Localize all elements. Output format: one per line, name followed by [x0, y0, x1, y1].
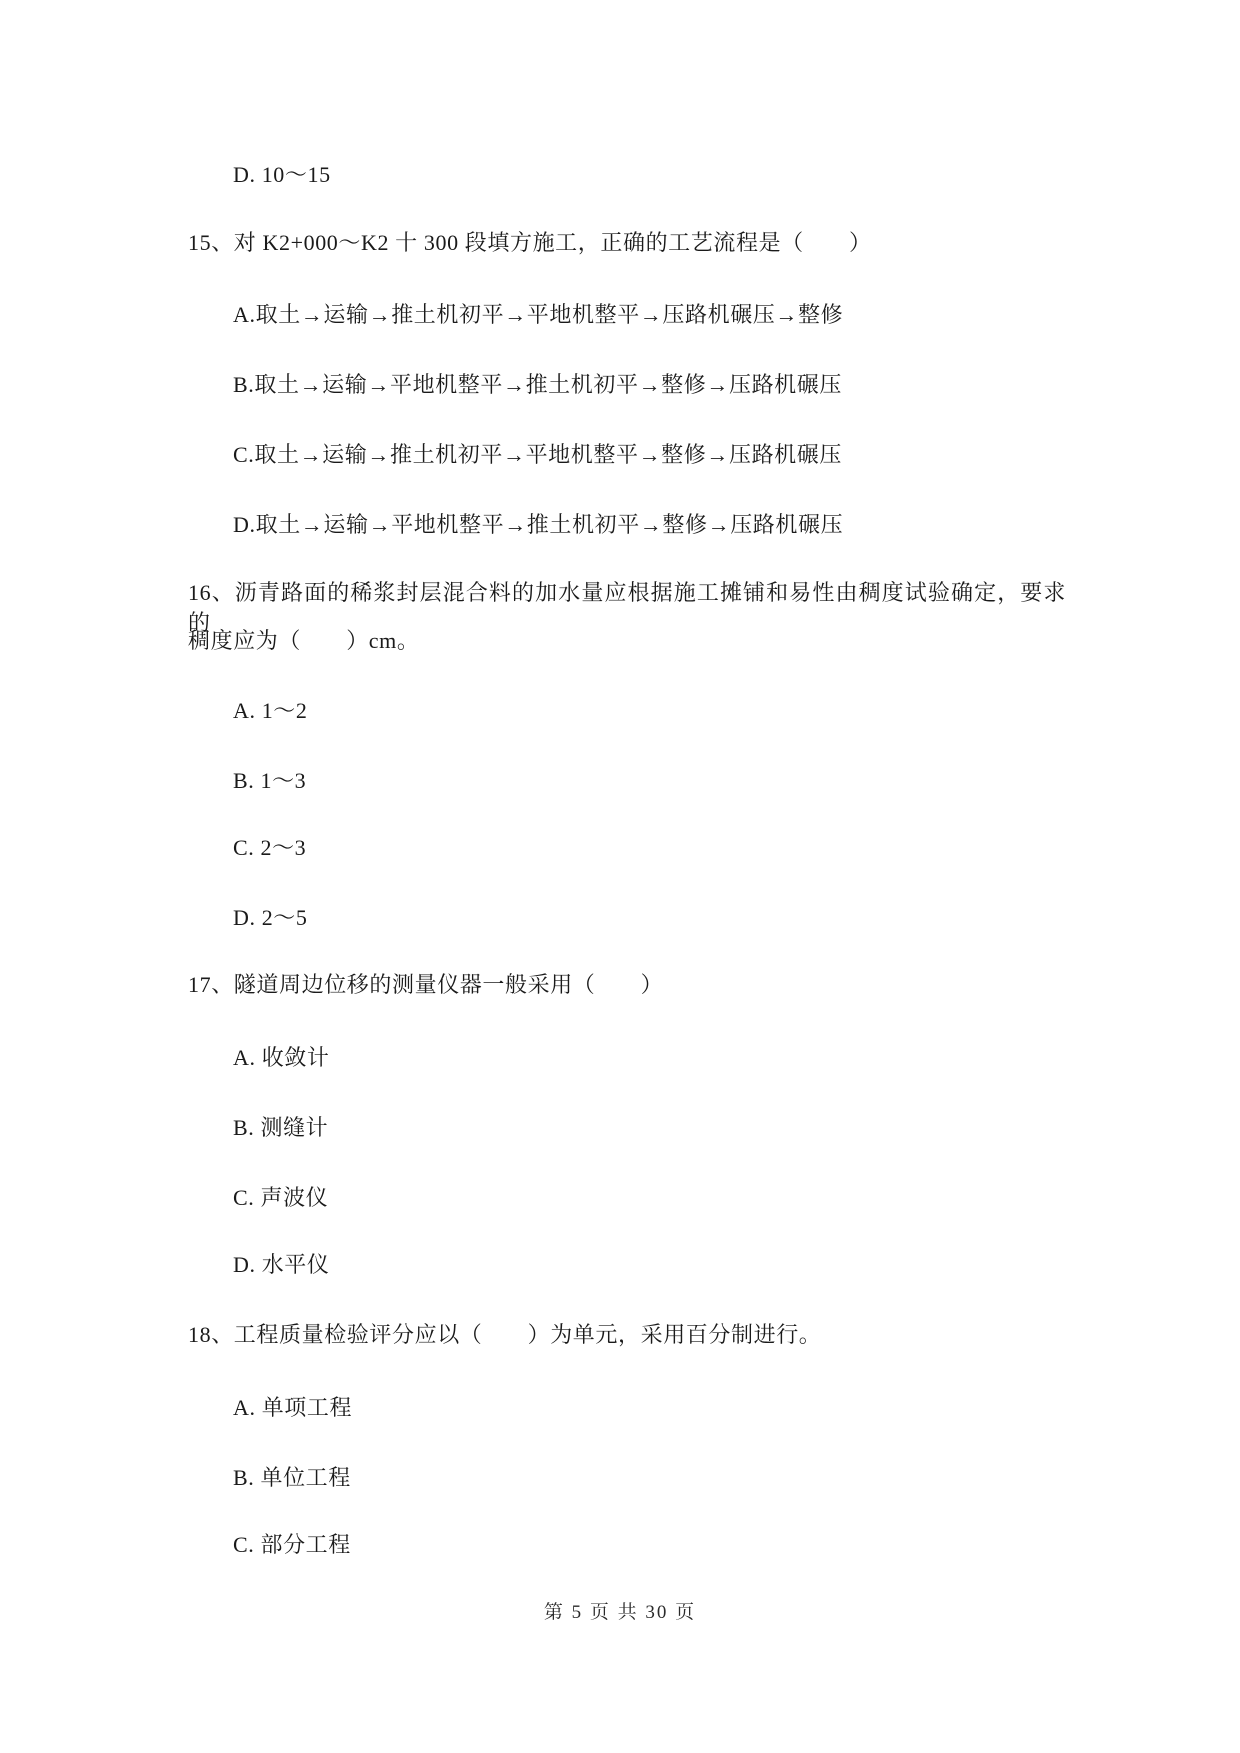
question-18-option-c: C. 部分工程 [233, 1532, 351, 1557]
question-16-option-c: C. 2～3 [233, 835, 307, 860]
question-17-option-d: D. 水平仪 [233, 1252, 330, 1277]
question-16-text-line-2: 稠度应为（ ）cm。 [188, 628, 420, 653]
question-16-text-line-1: 16、沥青路面的稀浆封层混合料的加水量应根据施工摊铺和易性由稠度试验确定，要求的 [188, 580, 1066, 635]
question-17-option-c: C. 声波仪 [233, 1185, 329, 1210]
question-15-option-d: D.取土→运输→平地机整平→推土机初平→整修→压路机碾压 [233, 512, 844, 537]
question-16-option-b: B. 1～3 [233, 768, 307, 793]
question-17-option-b: B. 测缝计 [233, 1115, 329, 1140]
question-15-option-c: C.取土→运输→推土机初平→平地机整平→整修→压路机碾压 [233, 442, 842, 467]
page-number-footer: 第 5 页 共 30 页 [543, 1602, 697, 1623]
question-15-text: 15、对 K2+000～K2 十 300 段填方施工，正确的工艺流程是（ ） [188, 230, 872, 255]
question-15-option-a: A.取土→运输→推土机初平→平地机整平→压路机碾压→整修 [233, 302, 844, 327]
question-18-text: 18、工程质量检验评分应以（ ）为单元，采用百分制进行。 [188, 1322, 822, 1347]
question-17-option-a: A. 收敛计 [233, 1045, 330, 1070]
question-18-option-a: A. 单项工程 [233, 1395, 353, 1420]
question-16-option-a: A. 1～2 [233, 698, 308, 723]
question-18-option-b: B. 单位工程 [233, 1465, 351, 1490]
question-17-text: 17、隧道周边位移的测量仪器一般采用（ ） [188, 972, 664, 997]
question-15-option-b: B.取土→运输→平地机整平→推土机初平→整修→压路机碾压 [233, 372, 842, 397]
question-14-option-d: D. 10～15 [233, 162, 331, 187]
question-16-option-d: D. 2～5 [233, 905, 308, 930]
